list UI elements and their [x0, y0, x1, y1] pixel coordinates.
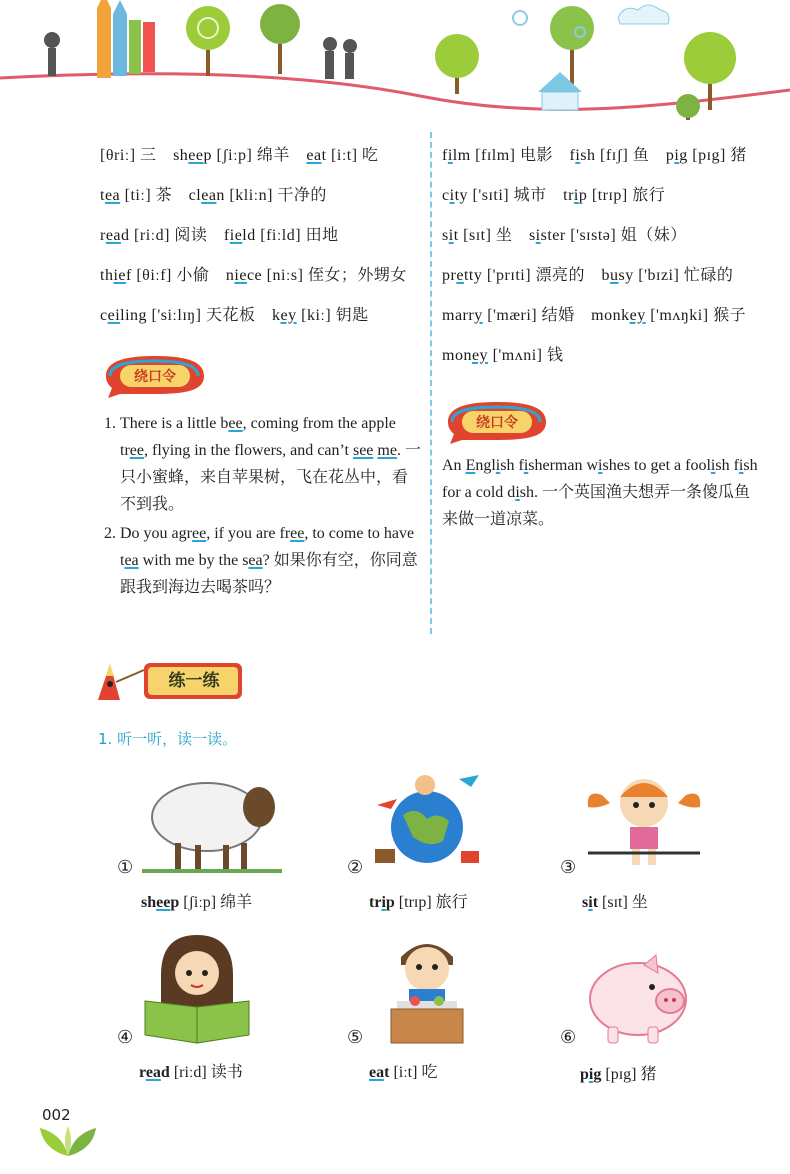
badge-label: 绕口令: [476, 415, 518, 431]
word-entry: pretty ['prɪti] 漂亮的: [442, 267, 586, 284]
word-entry: sister ['sɪstə] 姐（妹）: [528, 227, 687, 244]
word-entry: money ['mʌni] 钱: [442, 347, 564, 364]
item-number: ②: [347, 857, 364, 877]
word-entry: marry ['mæri] 结婚: [442, 307, 575, 324]
item-number: ⑤: [347, 1027, 364, 1047]
item-caption: read [riːd] 读书: [139, 1064, 243, 1081]
header-decoration: [0, 0, 790, 130]
word-entry: ceiling ['siːlɪŋ] 天花板: [100, 307, 256, 324]
tongue-twisters-left: [100, 410, 422, 603]
word-entry: [θriː] 三: [100, 147, 157, 164]
word-entry: sheep [ʃiːp] 绵羊: [173, 147, 290, 164]
word-entry: pig [pɪg] 猪: [665, 147, 747, 164]
badge-label: 绕口令: [134, 369, 176, 385]
item-caption: pig [pɪg] 猪: [580, 1066, 657, 1083]
tongue-twister-1: 1. There is a little bee, coming from the apple tree, flying in the flowers, and can’t see me. 一只小蜜蜂，来自苹果树，飞在花丛中，看不到我。: [120, 410, 422, 518]
practice-item-eat: [345, 935, 545, 1085]
right-word-list: [442, 136, 764, 376]
word-entry: field [fiːld] 田地: [223, 227, 339, 244]
sitting-girl-icon: [584, 765, 704, 875]
word-entry: monkey ['mʌŋki] 猴子: [591, 307, 747, 324]
tongue-twister-right: An English fisherman wishes to get a foolish fish for a cold dish. 一个英国渔夫想弄一条傻瓜鱼来做一道凉菜。: [442, 457, 758, 528]
word-entry: trip [trɪp] 旅行: [563, 187, 666, 204]
sheep-icon: [137, 765, 287, 875]
word-entry: clean [kliːn] 干净的: [188, 187, 327, 204]
item-number: ①: [117, 857, 134, 877]
reading-girl-icon: [137, 935, 257, 1045]
word-entry: tea [tiː] 茶: [100, 187, 173, 204]
item-caption: sit [sɪt] 坐: [582, 894, 648, 911]
item-caption: eat [iːt] 吃: [369, 1064, 438, 1081]
word-entry: fish [fɪʃ] 鱼: [569, 147, 650, 164]
word-entry: busy ['bɪzi] 忙碌的: [601, 267, 734, 284]
column-divider: [430, 132, 432, 634]
practice-banner-label: 练一练: [168, 671, 220, 691]
exercise-title: 1. 听一听，读一读。: [98, 730, 238, 748]
word-entry: sit [sɪt] 坐: [442, 227, 513, 244]
item-caption: sheep [ʃiːp] 绵羊: [141, 894, 253, 911]
left-word-list: [100, 136, 425, 336]
item-caption: trip [trɪp] 旅行: [369, 894, 468, 911]
practice-item-trip: [345, 765, 545, 915]
practice-item-read: [115, 935, 315, 1085]
pig-icon: [582, 943, 702, 1053]
tongue-twister-badge-left: [100, 352, 210, 398]
word-entry: city ['sɪti] 城市: [442, 187, 547, 204]
word-entry: film [fɪlm] 电影: [442, 147, 554, 164]
item-number: ④: [117, 1027, 134, 1047]
tongue-twister-2: 2. Do you agree, if you are free, to come to have tea with me by the sea? 如果你有空，你同意跟我到海边去喝茶吗？: [120, 520, 422, 601]
word-entry: read [riːd] 阅读: [100, 227, 208, 244]
word-entry: key [kiː] 钥匙: [272, 307, 369, 324]
practice-item-sheep: [115, 765, 315, 915]
leaf-ornament-icon: [38, 1122, 98, 1158]
word-entry: thief [θiːf] 小偷: [100, 267, 210, 284]
practice-item-pig: [558, 935, 758, 1085]
word-entry: eat [iːt] 吃: [306, 147, 379, 164]
eating-boy-icon: [367, 935, 487, 1045]
globe-trip-icon: [367, 765, 487, 875]
word-entry: niece [niːs] 侄女；外甥女: [225, 267, 407, 284]
item-number: ⑥: [560, 1027, 577, 1047]
item-number: ③: [560, 857, 577, 877]
page-number: 002: [42, 1106, 71, 1124]
practice-item-sit: [558, 765, 758, 915]
tongue-twister-badge-right: [442, 398, 552, 444]
